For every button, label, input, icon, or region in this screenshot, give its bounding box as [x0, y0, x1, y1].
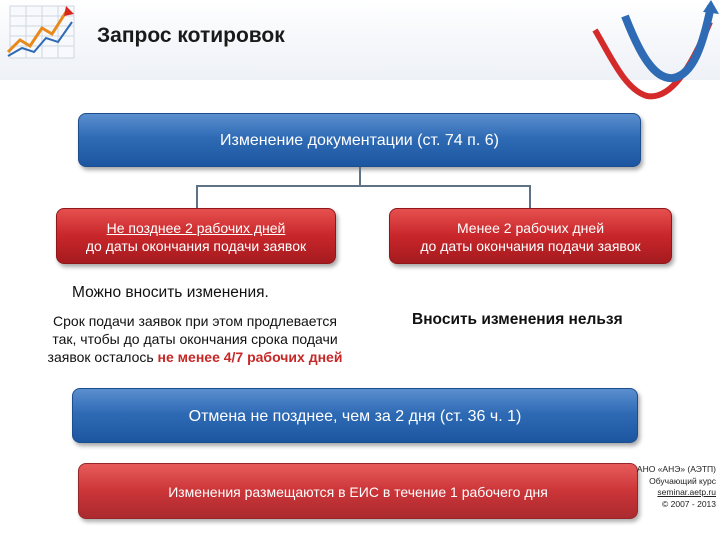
right-branch-line1: Менее 2 рабочих дней [456, 220, 605, 236]
swoosh-logo-icon [585, 0, 720, 105]
footer-org: АНО «АНЭ» (АЭТП) [636, 464, 716, 474]
connector-left-drop [196, 185, 198, 208]
connector-horizontal [196, 185, 531, 187]
connector-right-drop [529, 185, 531, 208]
desc-line-3-prefix: заявок осталось [47, 349, 158, 365]
right-branch-line2: до даты окончания подачи заявок [420, 238, 641, 254]
left-branch-line1: Не позднее 2 рабочих дней [106, 220, 286, 236]
desc-line-3 [20, 348, 370, 366]
changes-allowed-heading: Можно вносить изменения. [72, 284, 269, 301]
left-branch-line2: до даты окончания подачи заявок [85, 238, 307, 254]
min-days-highlight: не менее 4/7 рабочих дней [157, 349, 343, 365]
growth-chart-logo-icon [2, 2, 78, 62]
footer-course: Обучающий курс [649, 475, 716, 486]
footer-copyright: © 2007 - 2013 [662, 498, 716, 509]
connector-vertical-top [359, 167, 361, 185]
page-title: Запрос котировок [97, 24, 285, 47]
footer-credits [606, 464, 716, 510]
desc-line-1: Срок подачи заявок при этом продлевается [53, 313, 337, 329]
footer-website-link[interactable]: seminar.aetp.ru [657, 487, 716, 497]
deadline-extension-description [20, 312, 370, 366]
eis-publication-box: Изменения размещаются в ЕИС в течение 1 рабочего дня [78, 463, 638, 519]
desc-line-2: так, чтобы до даты окончания срока подачи [52, 331, 338, 347]
documentation-change-box: Изменение документации (ст. 74 п. 6) [78, 113, 641, 167]
changes-forbidden-heading: Вносить изменения нельзя [412, 311, 623, 328]
not-later-than-2-days-box [56, 208, 336, 264]
less-than-2-days-box [389, 208, 672, 264]
cancellation-box: Отмена не позднее, чем за 2 дня (ст. 36 ч. 1) [72, 388, 638, 443]
